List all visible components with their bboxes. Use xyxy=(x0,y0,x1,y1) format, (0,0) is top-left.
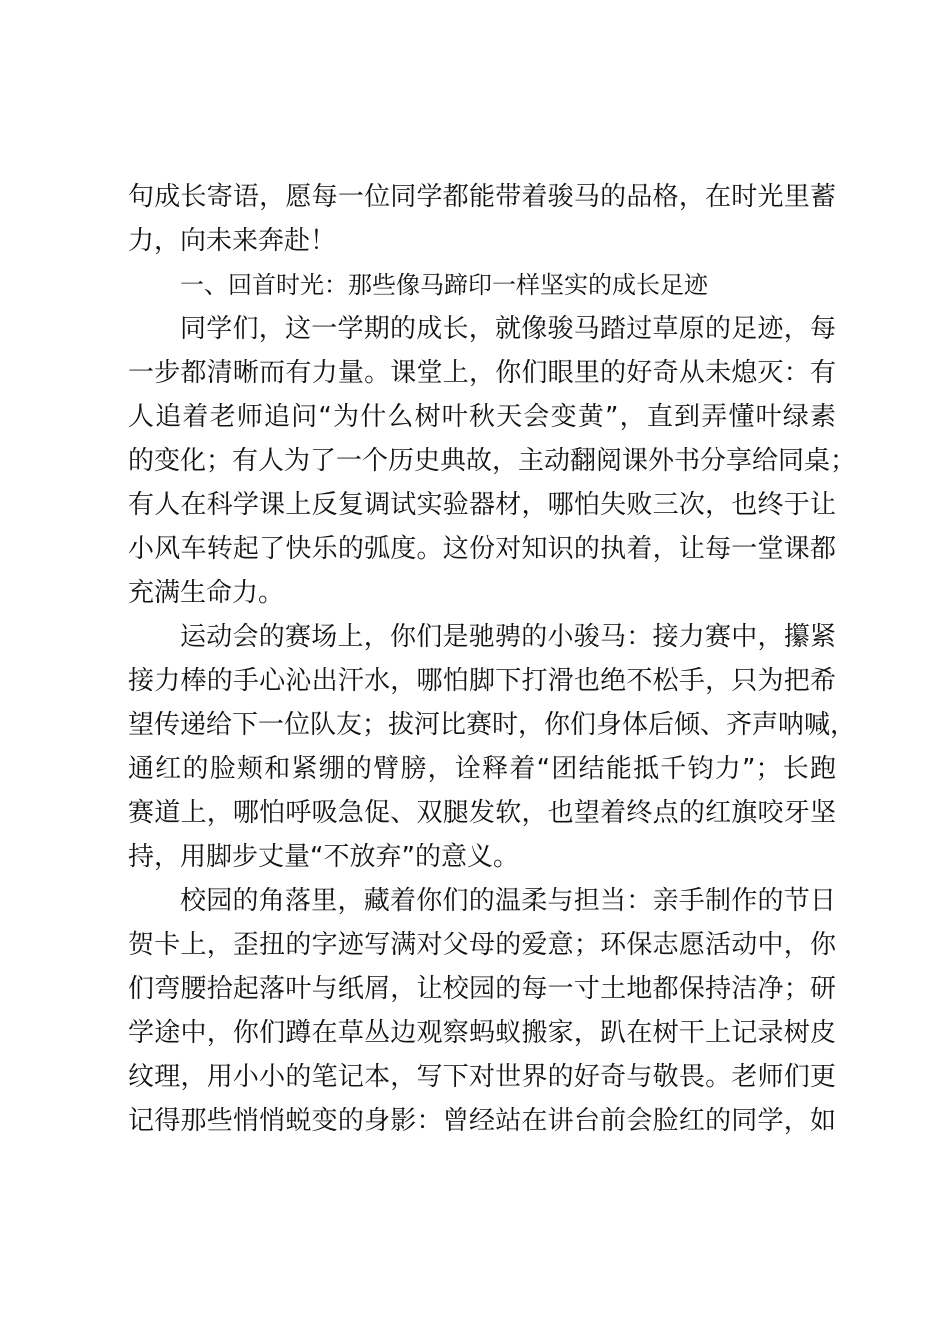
text-line: 有人在科学课上反复调试实验器材，哪怕失败三次，也终于让 xyxy=(128,490,836,520)
text-line: 人追着老师追问“为什么树叶秋天会变黄”，直到弄懂叶绿素 xyxy=(128,402,836,432)
text-line: 一步都清晰而有力量。课堂上，你们眼里的好奇从未熄灭：有 xyxy=(128,358,836,388)
text-line: 同学们，这一学期的成长，就像骏马踏过草原的足迹，每 xyxy=(180,314,836,344)
text-line: 的变化；有人为了一个历史典故，主动翻阅课外书分享给同桌； xyxy=(128,446,857,476)
text-line: 望传递给下一位队友；拔河比赛时，你们身体后倾、齐声呐喊， xyxy=(128,710,857,740)
text-line: 纹理，用小小的笔记本，写下对世界的好奇与敬畏。老师们更 xyxy=(128,1062,836,1092)
text-line: 们弯腰拾起落叶与纸屑，让校园的每一寸土地都保持洁净；研 xyxy=(128,974,836,1004)
text-line: 小风车转起了快乐的弧度。这份对知识的执着，让每一堂课都 xyxy=(128,534,836,564)
text-line: 持，用脚步丈量“不放弃”的意义。 xyxy=(128,842,519,872)
text-line: 运动会的赛场上，你们是驰骋的小骏马：接力赛中，攥紧 xyxy=(180,622,836,652)
text-line: 通红的脸颊和紧绷的臂膀，诠释着“团结能抵千钧力”；长跑 xyxy=(128,754,836,784)
document-body xyxy=(128,175,857,1143)
text-line: 接力棒的手心沁出汗水，哪怕脚下打滑也绝不松手，只为把希 xyxy=(128,666,836,696)
paragraph-campus xyxy=(128,879,836,1143)
paragraph-continued xyxy=(128,175,836,263)
text-line: 记得那些悄悄蜕变的身影：曾经站在讲台前会脸红的同学，如 xyxy=(128,1106,836,1136)
paragraph-sports xyxy=(128,615,857,879)
text-line: 贺卡上，歪扭的字迹写满对父母的爱意；环保志愿活动中，你 xyxy=(128,930,836,960)
text-line: 校园的角落里，藏着你们的温柔与担当：亲手制作的节日 xyxy=(180,886,836,916)
text-line: 力，向未来奔赴！ xyxy=(128,226,337,256)
text-line: 学途中，你们蹲在草丛边观察蚂蚁搬家，趴在树干上记录树皮 xyxy=(128,1018,836,1048)
text-line: 句成长寄语，愿每一位同学都能带着骏马的品格，在时光里蓄 xyxy=(128,182,836,212)
text-line: 赛道上，哪怕呼吸急促、双腿发软，也望着终点的红旗咬牙坚 xyxy=(128,798,836,828)
section-heading: 一、回首时光：那些像马蹄印一样坚实的成长足迹 xyxy=(180,271,708,299)
paragraph-classroom xyxy=(128,307,857,615)
text-line: 充满生命力。 xyxy=(128,578,285,608)
